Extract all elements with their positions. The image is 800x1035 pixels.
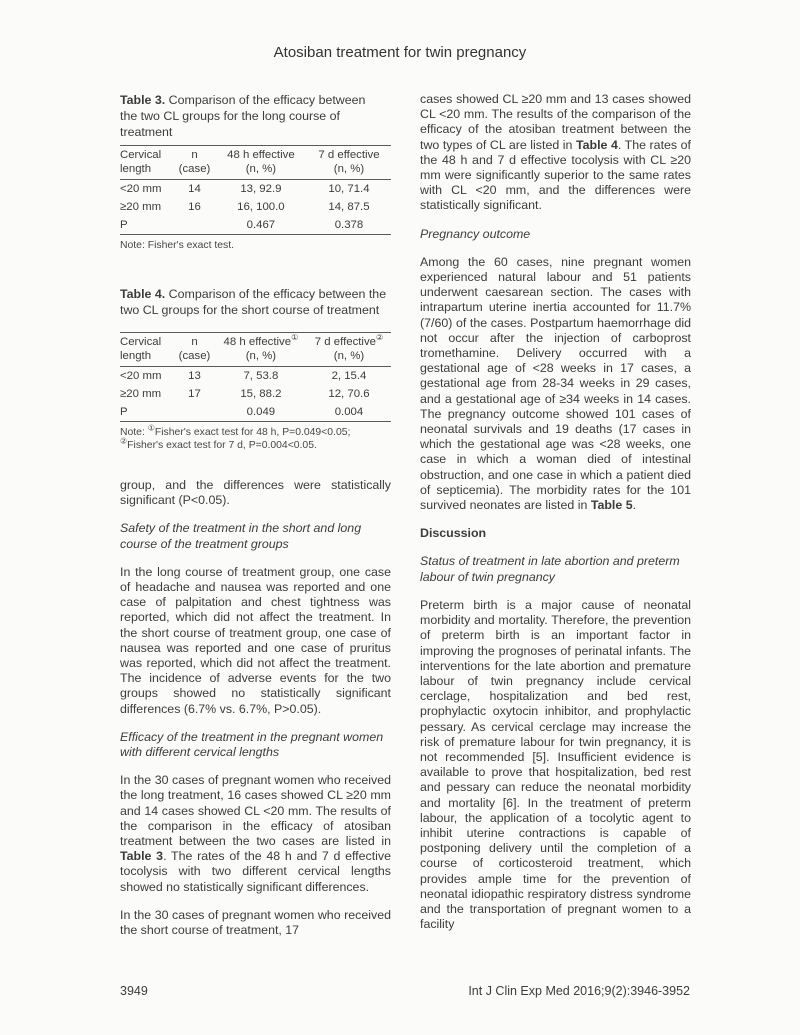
table5-reference: Table 5 (590, 498, 633, 513)
running-head-title: Atosiban treatment for twin pregnancy (273, 44, 527, 61)
table3-caption (120, 92, 391, 140)
table3-col-7d-effective: 7 d effective (n, %) (307, 146, 391, 180)
cell: 15, 88.2 (240, 387, 282, 400)
left-column (120, 92, 391, 978)
cell: 7, 53.8 (243, 369, 279, 382)
cell: 13 (188, 369, 201, 382)
section-heading-discussion: Discussion (420, 526, 487, 541)
table4-col-n-case: n (case) (174, 333, 215, 367)
cell: 17 (188, 387, 201, 400)
paragraph-preterm-birth: Preterm birth is a major cause of neonatal morbidity and mortality. Therefore, the prevention of preterm birth is an important factor in improving the prognoses of perinatal infants. The interventions for the late abortion and premature labour of twin pregnancy include cervical cerclage, hospitalization and bed rest, prophylactic oxytocin inhibitor, and prophylactic pessary. As cervical cerclage may increase the risk of premature labour for twin pregnancy, it is not recommended [5]. Insufficient evidence is available to prove that hospitalization, bed rest and pessary can reduce the neonatal morbidity and mortality [6]. In the treatment of preterm labour, the application of a tocolytic agent to inhibit uterine contractions is capable of postponing delivery until the completion of a course of corticosteroid treatment, which provides ample time for the prevention of neonatal idiopathic respiratory distress syndrome and the transportation of pregnant women to a facility (420, 597, 691, 932)
table-row (120, 367, 391, 386)
cell: 16 (188, 200, 201, 213)
cell (174, 403, 215, 422)
table-row (120, 216, 391, 235)
cell: 12, 70.6 (328, 387, 370, 400)
subheading-efficacy: Efficacy of the treatment in the pregnant women with different cervical lengths (120, 729, 384, 760)
footnote-marker-1: ① (291, 333, 299, 343)
cell: 14, 87.5 (328, 200, 370, 213)
table3-caption-text: Comparison of the efficacy between the two CL groups for the long course of treatment (120, 93, 366, 139)
paragraph-efficacy: In the 30 cases of pregnant women who received the long treatment, 16 cases showed CL ≥20 mm and 14 cases showed CL <20 mm. The results of the comparison in the efficacy of atosiban treatment between the two cases are listed in Table 3. The rates of the 48 h and 7 d effective tocolysis with two different cervical lengths showed no statistically significant differences. (120, 773, 391, 894)
table3-col-48h-effective: 48 h effective (n, %) (215, 146, 307, 180)
table3-header-row (120, 146, 391, 180)
footnote-marker-2: ② (376, 333, 384, 343)
cell: 14 (188, 182, 201, 195)
table4-col-48h-effective: 48 h effective① (n, %) (215, 333, 307, 367)
table-row (120, 403, 391, 422)
paragraph-short-course: In the 30 cases of pregnant women who received the short course of treatment, 17 (120, 907, 391, 938)
table4-caption-label: Table 4. (120, 287, 166, 301)
cell (174, 216, 215, 235)
right-column (420, 92, 691, 978)
footnote-marker-2: ② (120, 436, 128, 446)
table4-caption-text: Comparison of the efficacy between the two CL groups for the short course of treatment (120, 287, 387, 317)
table4-col-7d-effective: 7 d effective② (n, %) (307, 333, 391, 367)
table4 (120, 332, 391, 422)
table4-col-cervical-length: Cervical length (120, 333, 174, 367)
cell: 0.004 (307, 403, 391, 422)
cell: 0.049 (215, 403, 307, 422)
table3-block (120, 92, 391, 252)
cell: 16, 100.0 (237, 200, 285, 213)
table-row (120, 198, 391, 216)
paragraph-cl-comparison: cases showed CL ≥20 mm and 13 cases showed CL <20 mm. The results of the comparison of the efficacy of the atosiban treatment between the two types of CL are listed in Table 4. The rates of the 48 h and 7 d effective tocolysis with CL ≥20 mm were significantly superior to the same rates with CL <20 mm, and the differences were statistically significant. (420, 92, 691, 213)
cell: 10, 71.4 (328, 182, 370, 195)
cell: 2, 15.4 (331, 369, 367, 382)
paragraph-group-differences: group, and the differences were statistically significant (P<0.05). (120, 478, 391, 508)
paragraph-safety: In the long course of treatment group, one case of headache and nausea was reported and one case of palpitation and chest tightness was reported, which did not affect the treatment. In the short course of treatment group, one case of nausea was reported and one case of pruritus was reported, which did not affect the treatment. The incidence of adverse events for the two groups showed no statistically significant differences (6.7% vs. 6.7%, P>0.05). (120, 564, 391, 716)
table3-col-cervical-length: Cervical length (120, 146, 174, 180)
cell: <20 mm (120, 369, 162, 382)
paragraph-pregnancy-outcome: Among the 60 cases, nine pregnant women experienced natural labour and 51 patients underwent caesarean section. The cases with intrapartum uterine inertia accounted for 11.7% (7/60) of the cases. Postpartum haemorrhage did not occur after the injection of carboprost tromethamine. Delivery occurred with a gestational age of <28 weeks in 17 cases, a gestational age from 28-34 weeks in 29 cases, and a gestational age of ≥34 weeks in 14 cases. The pregnancy outcome showed 101 cases of neonatal survivals and 19 deaths (17 cases in which the gestational age was <28 weeks, one case in which a woman died of intestinal obstruction, and one case in which a patient died of septicemia). The morbidity rates for the 101 survived neonates are listed in Table 5. (420, 254, 691, 513)
table4-note: Note: ①Fisher's exact test for 48 h, P=0.049<0.05; ②Fisher's exact test for 7 d, P=0.004<0.05. (120, 423, 351, 451)
cell: P (120, 216, 174, 235)
page-number: 3949 (120, 984, 148, 998)
cell: ≥20 mm (120, 200, 162, 213)
cell: P (120, 403, 174, 422)
subheading-status-treatment: Status of treatment in late abortion and preterm labour of twin pregnancy (420, 554, 680, 584)
table3 (120, 145, 391, 235)
subheading-pregnancy-outcome: Pregnancy outcome (420, 226, 531, 241)
table3-caption-label: Table 3. (120, 93, 166, 107)
table3-col-n-case: n (case) (174, 146, 215, 180)
table3-note: Note: Fisher's exact test. (120, 240, 235, 251)
table3-reference: Table 3 (120, 849, 164, 864)
cell: 0.378 (307, 216, 391, 235)
table4-block (120, 286, 391, 452)
cell: 13, 92.9 (240, 182, 282, 195)
cell: <20 mm (120, 182, 162, 195)
subheading-safety: Safety of the treatment in the short and long course of the treatment groups (120, 521, 362, 551)
cell: 0.467 (215, 216, 307, 235)
footnote-marker-1: ① (147, 423, 155, 433)
cell: ≥20 mm (120, 387, 162, 400)
table-row (120, 180, 391, 199)
journal-citation: Int J Clin Exp Med 2016;9(2):3946-3952 (468, 984, 690, 998)
table4-header-row (120, 333, 391, 367)
table4-reference: Table 4 (575, 137, 618, 152)
table4-caption (120, 286, 391, 318)
table-row (120, 385, 391, 403)
